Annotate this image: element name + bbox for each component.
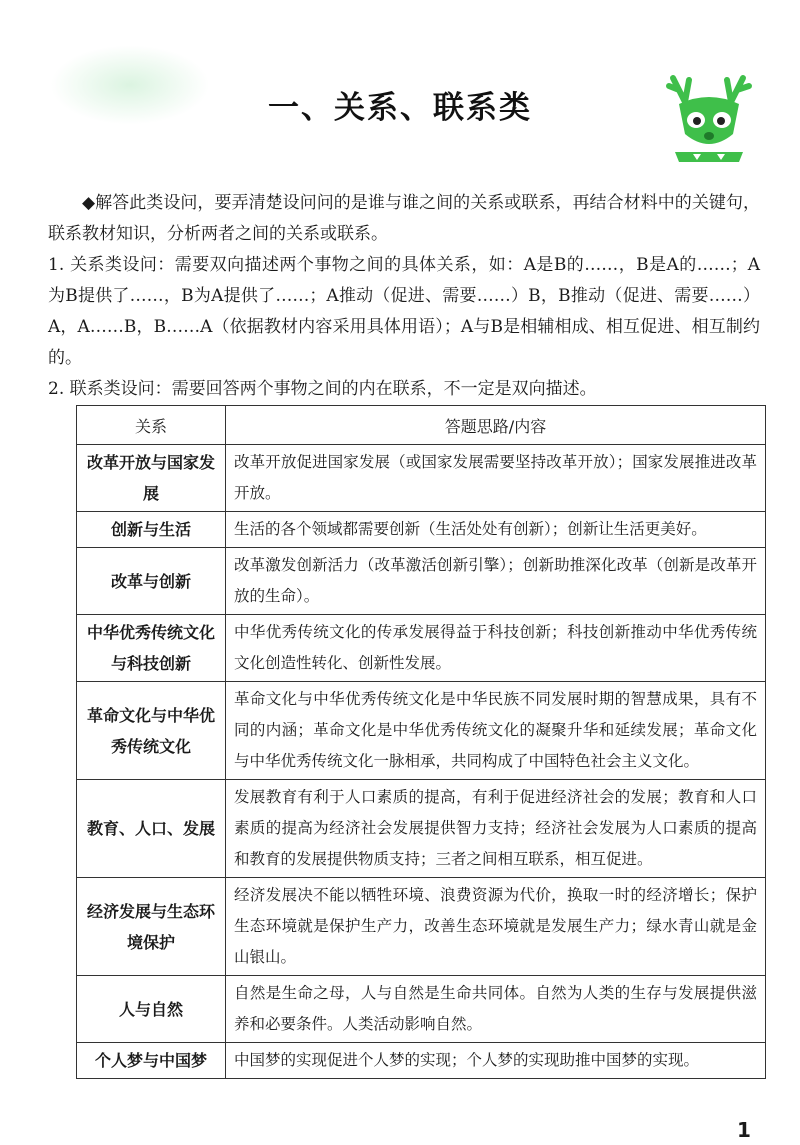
header-relation: 关系 <box>77 406 226 445</box>
intro-item-2: 2. 联系类设问：需要回答两个事物之间的内在联系，不一定是双向描述。 <box>48 379 597 399</box>
content-cell: 中华优秀传统文化的传承发展得益于科技创新；科技创新推动中华优秀传统文化创造性转化、创新性发展。 <box>226 615 766 682</box>
table-row <box>77 976 766 1043</box>
page-title: 一、关系、联系类 <box>268 90 532 126</box>
content-cell: 中国梦的实现促进个人梦的实现；个人梦的实现助推中国梦的实现。 <box>226 1043 766 1079</box>
deer-mascot-icon <box>665 72 753 162</box>
relation-cell: 中华优秀传统文化与科技创新 <box>77 615 226 682</box>
relation-cell: 革命文化与中华优秀传统文化 <box>77 682 226 780</box>
table-row <box>77 615 766 682</box>
table-row <box>77 682 766 780</box>
page-number: 1 <box>737 1118 751 1142</box>
relation-cell: 个人梦与中国梦 <box>77 1043 226 1079</box>
table-header-row <box>77 406 766 445</box>
relation-cell: 经济发展与生态环境保护 <box>77 878 226 976</box>
intro-lead: ◆解答此类设问，要弄清楚设问问的是谁与谁之间的关系或联系，再结合材料中的关键句，联系教材知识，分析两者之间的关系或联系。 <box>48 193 760 244</box>
table-row <box>77 780 766 878</box>
relations-table <box>76 405 766 1079</box>
table-row <box>77 512 766 548</box>
intro-item-1: 1. 关系类设问：需要双向描述两个事物之间的具体关系，如：A是B的……，B是A的……；A为B提供了……，B为A提供了……；A推动（促进、需要……）B，B推动（促进、需要……）A，A……B，B……A（依据教材内容采用具体用语）；A与B是相辅相成、相互促进、相互制约的。 <box>48 255 760 368</box>
content-cell: 发展教育有利于人口素质的提高，有利于促进经济社会的发展；教育和人口素质的提高为经济社会发展提供智力支持；经济社会发展为人口素质的提高和教育的发展提供物质支持；三者之间相互联系，相互促进。 <box>226 780 766 878</box>
header-content: 答题思路/内容 <box>226 406 766 445</box>
table-row <box>77 548 766 615</box>
table-row <box>77 445 766 512</box>
relation-cell: 教育、人口、发展 <box>77 780 226 878</box>
table-row <box>77 878 766 976</box>
intro-section <box>48 188 760 405</box>
content-cell: 革命文化与中华优秀传统文化是中华民族不同发展时期的智慧成果，具有不同的内涵；革命文化是中华优秀传统文化的凝聚升华和延续发展；革命文化与中华优秀传统文化一脉相承，共同构成了中国特色社会主义文化。 <box>226 682 766 780</box>
content-cell: 改革开放促进国家发展（或国家发展需要坚持改革开放）；国家发展推进改革开放。 <box>226 445 766 512</box>
content-cell: 改革激发创新活力（改革激活创新引擎）；创新助推深化改革（创新是改革开放的生命）。 <box>226 548 766 615</box>
relation-cell: 人与自然 <box>77 976 226 1043</box>
content-cell: 自然是生命之母，人与自然是生命共同体。自然为人类的生存与发展提供滋养和必要条件。人类活动影响自然。 <box>226 976 766 1043</box>
relation-cell: 改革与创新 <box>77 548 226 615</box>
content-cell: 经济发展决不能以牺牲环境、浪费资源为代价，换取一时的经济增长；保护生态环境就是保护生产力，改善生态环境就是发展生产力；绿水青山就是金山银山。 <box>226 878 766 976</box>
relation-cell: 改革开放与国家发展 <box>77 445 226 512</box>
table-row <box>77 1043 766 1079</box>
content-cell: 生活的各个领域都需要创新（生活处处有创新）；创新让生活更美好。 <box>226 512 766 548</box>
relation-cell: 创新与生活 <box>77 512 226 548</box>
